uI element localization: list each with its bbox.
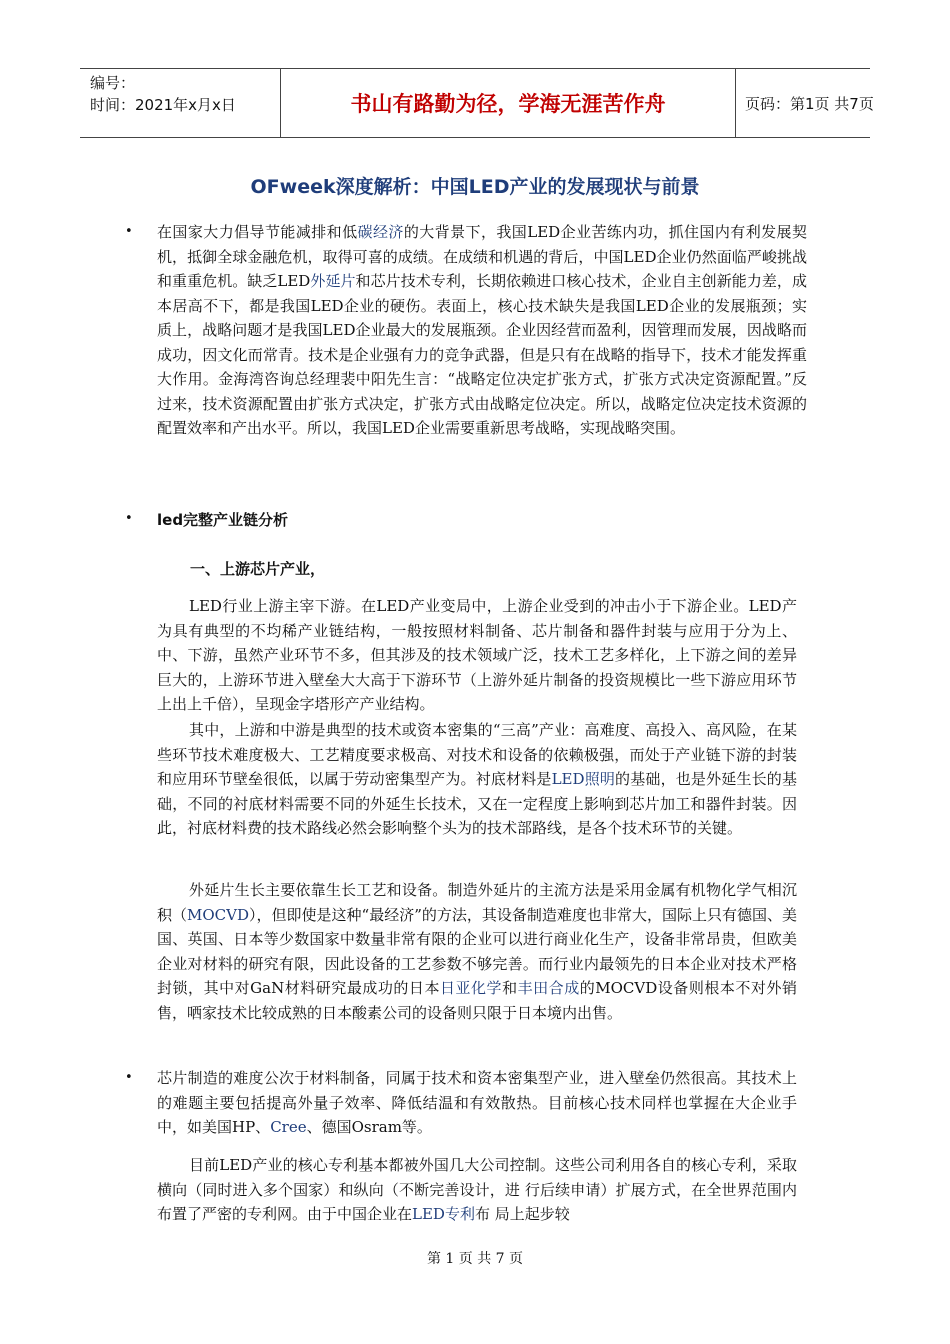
bullet-icon: •	[125, 224, 133, 239]
document-title: OFweek深度解析：中国LED产业的发展现状与前景	[250, 176, 700, 198]
bullet-icon: •	[125, 1070, 133, 1085]
header-page-info: 页码：第1页 共7页	[745, 94, 874, 113]
section-heading: led完整产业链分析	[157, 511, 289, 529]
text-run: 的基础，也是外延生长的基础，不同的衬底材料需要不同的外延生长技术，又在一定程度上影响到芯片加工和器件封装。因此，衬底材料费的技术路线必然会影响整个头为的技术部路线，是各个技术环节的关键。	[157, 770, 797, 837]
link-epitaxial-wafer[interactable]: 外延片	[310, 272, 356, 290]
text-run: 和芯片技术专利，长期依赖进口核心技术，企业自主创新能力差，成本居高不下，都是我国LED企业的硬伤。表面上，核心技术缺失是我国LED企业的发展瓶颈；实质上，战略问题才是我国LED企业最大的发展瓶颈。企业因经营而盈利，因管理而发展，因战略而成功，因文化而常青。技术是企业强有力的竞争武器，但是只有在战略的指导下，技术才能发挥重大作用。金海湾咨询总经理裴中阳先生言：“战略定位决定扩张方式，扩张方式决定资源配置。”反过来，技术资源配置由扩张方式决定，扩张方式由战略定位决定。所以，战略定位决定技术资源的配置效率和产出水平。所以，我国LED企业需要重新思考战略，实现战略突围。	[157, 272, 807, 437]
header-motto: 书山有路勤为径，学海无涯苦作舟	[280, 69, 736, 137]
bullet-icon: •	[125, 511, 133, 526]
link-led-patent[interactable]: LED专利	[412, 1205, 475, 1223]
link-cree[interactable]: Cree	[270, 1118, 307, 1136]
date-label: 时间：2021年x月x日	[90, 96, 236, 114]
number-label: 编号：	[90, 74, 136, 92]
paragraph-patents	[157, 1153, 797, 1227]
text-run: 在国家大力倡导节能减排和低	[157, 223, 358, 241]
subsection-heading: 一、上游芯片产业，	[190, 560, 326, 578]
text-run: 目前LED产业的核心专利基本都被外国几大公司控制。这些公司利用各自的核心专利，采取横向（同时进入多个国家）和纵向（不断完善设计，进 行后续申请）扩展方式，在全世界范围内布置了严密的专利网。由于中国企业在	[157, 1156, 797, 1223]
text-run: 的大背景下，我国LED企业苦练内功，抓住国内有利发展契机，抵御全球金融危机，取得可喜的成绩。在成绩和机遇的背后，中国LED企业仍然面临严峻挑战和重重危机。缺乏LED	[157, 223, 807, 290]
link-led-lighting[interactable]: LED照明	[551, 770, 616, 788]
text-run: 、德国Osram等。	[306, 1118, 432, 1136]
paragraph-epitaxy	[157, 878, 797, 1025]
link-toyoda-gosei[interactable]: 丰田合成	[517, 979, 580, 997]
link-nichia[interactable]: 日亚化学	[439, 979, 503, 997]
paragraph-intro	[157, 220, 807, 441]
text-run: 外延片生长主要依靠生长工艺和设备。制造外延片的主流方法是采用金属有机物化学气相沉积（	[157, 881, 797, 924]
document-header	[80, 68, 874, 138]
text-run: 其中，上游和中游是典型的技术或资本密集的“三高”产业：高难度、高投入、高风险，在某些环节技术难度极大、工艺精度要求极高、对技术和设备的依赖极强，而处于产业链下游的封装和应用环节壁垒很低，以属于劳动密集型产为。衬底材料是	[157, 721, 797, 788]
text-run: 和	[502, 979, 518, 997]
text-run: ），但即使是这种“最经济”的方法，其设备制造难度也非常大，国际上只有德国、美国、英国、日本等少数国家中数量非常有限的企业可以进行商业化生产，设备非常昂贵，但欧美企业对材料的研究有限，因此设备的工艺参数不够完善。而行业内最领先的日本企业对技术严格封锁，其中对GaN材料研究最成功的日本	[157, 905, 797, 997]
header-meta	[80, 69, 280, 137]
paragraph-chip-manufacturing	[157, 1066, 797, 1140]
paragraph-substrate	[157, 718, 797, 841]
link-mocvd[interactable]: MOCVD	[187, 905, 250, 924]
text-run: 布 局上起步较	[474, 1205, 570, 1223]
page-footer: 第 1 页 共 7 页	[426, 1251, 524, 1267]
text-run: 的MOCVD设备则根本不对外销售，哂家技术比较成熟的日本酸素公司的设备则只限于日本境内出售。	[157, 979, 797, 1022]
link-carbon-economy[interactable]: 碳经济	[357, 223, 404, 241]
text-run: 芯片制造的难度公次于材料制备，同属于技术和资本密集型产业，进入壁垒仍然很高。其技术上的难题主要包括提高外量子效率、降低结温和有效散热。目前核心技术同样也掌握在大企业手中，如美国HP、	[157, 1069, 797, 1136]
paragraph-upstream: LED行业上游主宰下游。在LED产业变局中，上游企业受到的冲击小于下游企业。LED产为具有典型的不均稀产业链结构，一般按照材料制备、芯片制备和器件封装与应用于分为上、中、下游，虽然产业环节不多，但其涉及的技术领域广泛，技术工艺多样化，上下游之间的差异巨大的，上游环节进入壁垒大大高于下游环节（上游外延片制备的投资规模比一些下游应用环节上出上千倍），呈现金字塔形产产业结构。	[157, 597, 797, 713]
